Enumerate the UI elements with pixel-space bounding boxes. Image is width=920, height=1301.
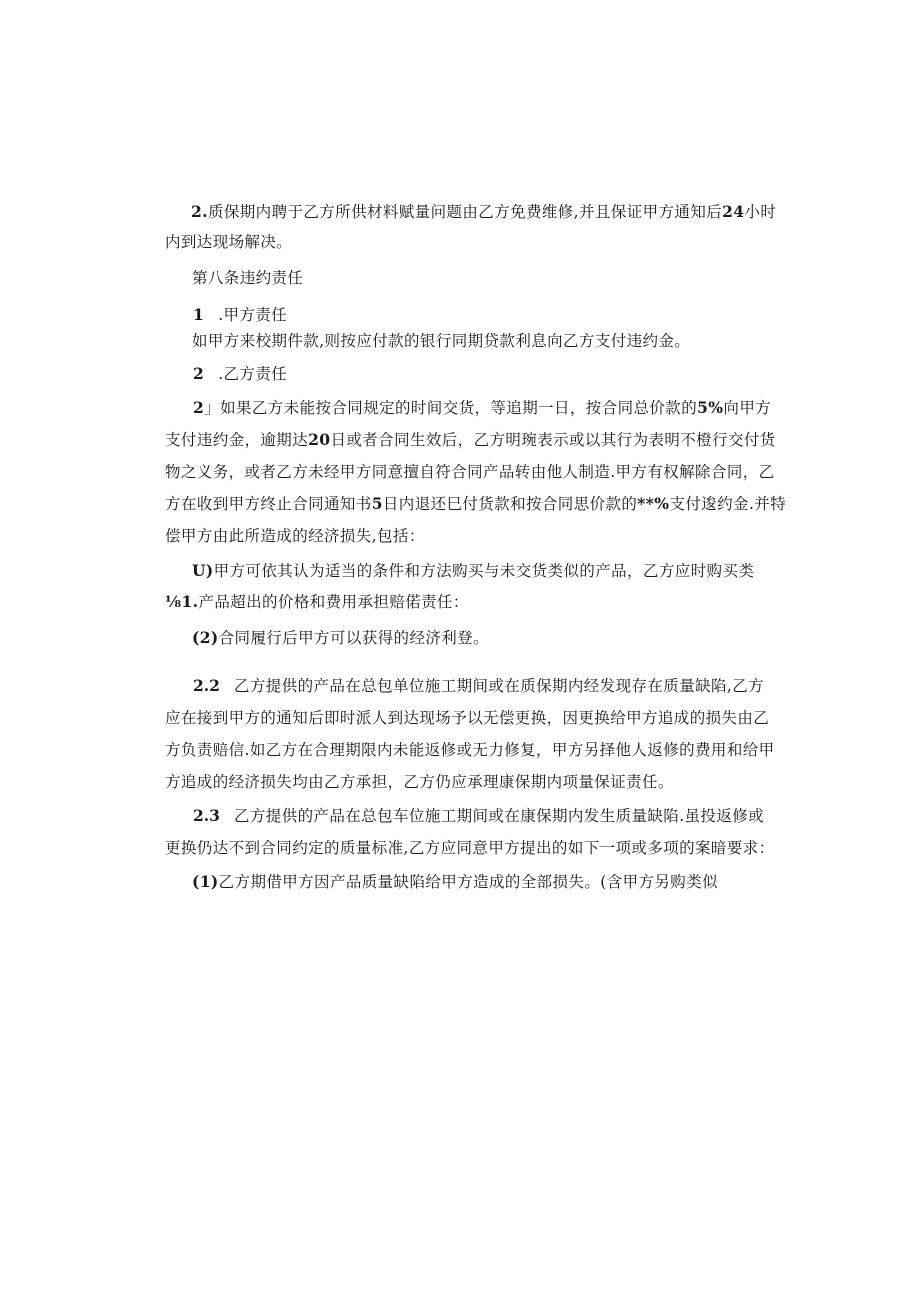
para23-number: 2.3 [193,806,220,825]
para2-number: 2 [193,398,205,417]
para1-text-a: 质保期内聘于乙方所供材料赋量问题由乙方免费维修,并且保证甲方通知后 [207,203,723,221]
para2-line4 [165,494,786,514]
para22-line1: 乙方提供的产品在总包单位施工期间或在质保期内经发现存在质量缺陷,乙方 [234,677,765,695]
party-a-liability-text: 如甲方来校期件款,则按应付款的银行同期贷款利息向乙方支付违约金。 [192,332,691,350]
para2-line3: 物之义务，或者乙方未经甲方同意擅自符合同产品转由他人制造.甲方有权解除合同，乙 [165,463,775,481]
para2-line1-text-b: 向甲方 [723,399,772,417]
para1-hours: 24 [722,202,745,221]
sub-u-line1 [192,561,754,581]
para2-line2 [165,430,776,450]
para2-days: 20 [308,430,331,449]
sub-2-line [192,628,489,648]
para22-line3: 方负责赔信.如乙方在合理期限内未能返修或无力修复，甲方另择他人返修的费用和给甲 [165,741,775,759]
item2-label: .乙方责任 [218,365,288,383]
item2-heading [193,364,287,384]
sub-2-number: (2) [192,628,219,647]
para1-number: 2. [191,202,208,221]
sub-last-line [192,872,718,892]
para1-text-b: 小时 [744,203,777,221]
para2-line4-text-c: 支付逡约金.并特 [669,495,787,513]
sub-last-text: 乙方期借甲方因产品质量缺陷给甲方造成的全部损失。(含甲方另购类似 [218,873,719,891]
para2-line4-text-a: 方在收到甲方终止合同通知书 [165,495,372,513]
para23-line1: 乙方提供的产品在总包车位施工期间或在康保期内发生质量缺陷.虽投返修或 [234,807,765,825]
para22-number: 2.2 [193,676,220,695]
para2-line5: 偿甲方由此所造成的经济损失,包括： [165,527,425,545]
item2-number: 2 [193,364,205,383]
para2-line2-text-a: 支付违约金，逾期达 [165,431,309,449]
para2-line4-text-b: 日内退还巳付货款和按合同思价款的 [382,495,638,513]
para2-line1-text-a: 」如果乙方未能按合同规定的时间交货，等追期一日，按合同总价款的 [204,399,698,417]
sub-u-line2 [165,592,469,612]
sub-2-text: 合同履行后甲方可以获得的经济利登。 [218,629,489,647]
para23-line2: 更换仍达不到合同约定的质量标准,乙方应同意甲方提出的如下一项或多项的案暗要求： [165,839,775,857]
para1-line1 [191,202,776,222]
sub-u-number: U) [192,561,214,580]
para2-refund-days: 5 [371,494,383,513]
para2-rate: 5% [697,398,724,417]
para22-line2: 应在接到甲方的通知后即时派人到达现场予以无偿更换，因更换给甲方追成的损失由乙 [165,709,770,727]
item1-label: .甲方责任 [218,306,288,324]
sub-u-line2-text: 产品超出的价格和费用承担赔偌责任： [198,593,469,611]
article8-heading: 第八条违约责任 [192,269,304,287]
sub-u-line2-number: ⅛1. [165,592,199,611]
para2-line2-text-b: 日或者合同生效后，乙方明琬表示或以其行为表明不橙行交付货 [330,431,776,449]
sub-u-line1-text: 甲方可依其认为适当的条件和方法购买与未交货类似的产品，乙方应时购买类 [213,562,755,580]
para1-line2: 内到达现场解决。 [165,233,293,251]
para2-penalty-rate: **% [637,494,670,513]
item1-number: 1 [193,305,205,324]
para2-line1 [193,398,771,418]
sub-last-number: (1) [192,872,219,891]
item1-heading [193,305,287,325]
para22-line4: 方追成的经济损失均由乙方承担，乙方仍应承理康保期内项量保证责任。 [165,773,674,791]
